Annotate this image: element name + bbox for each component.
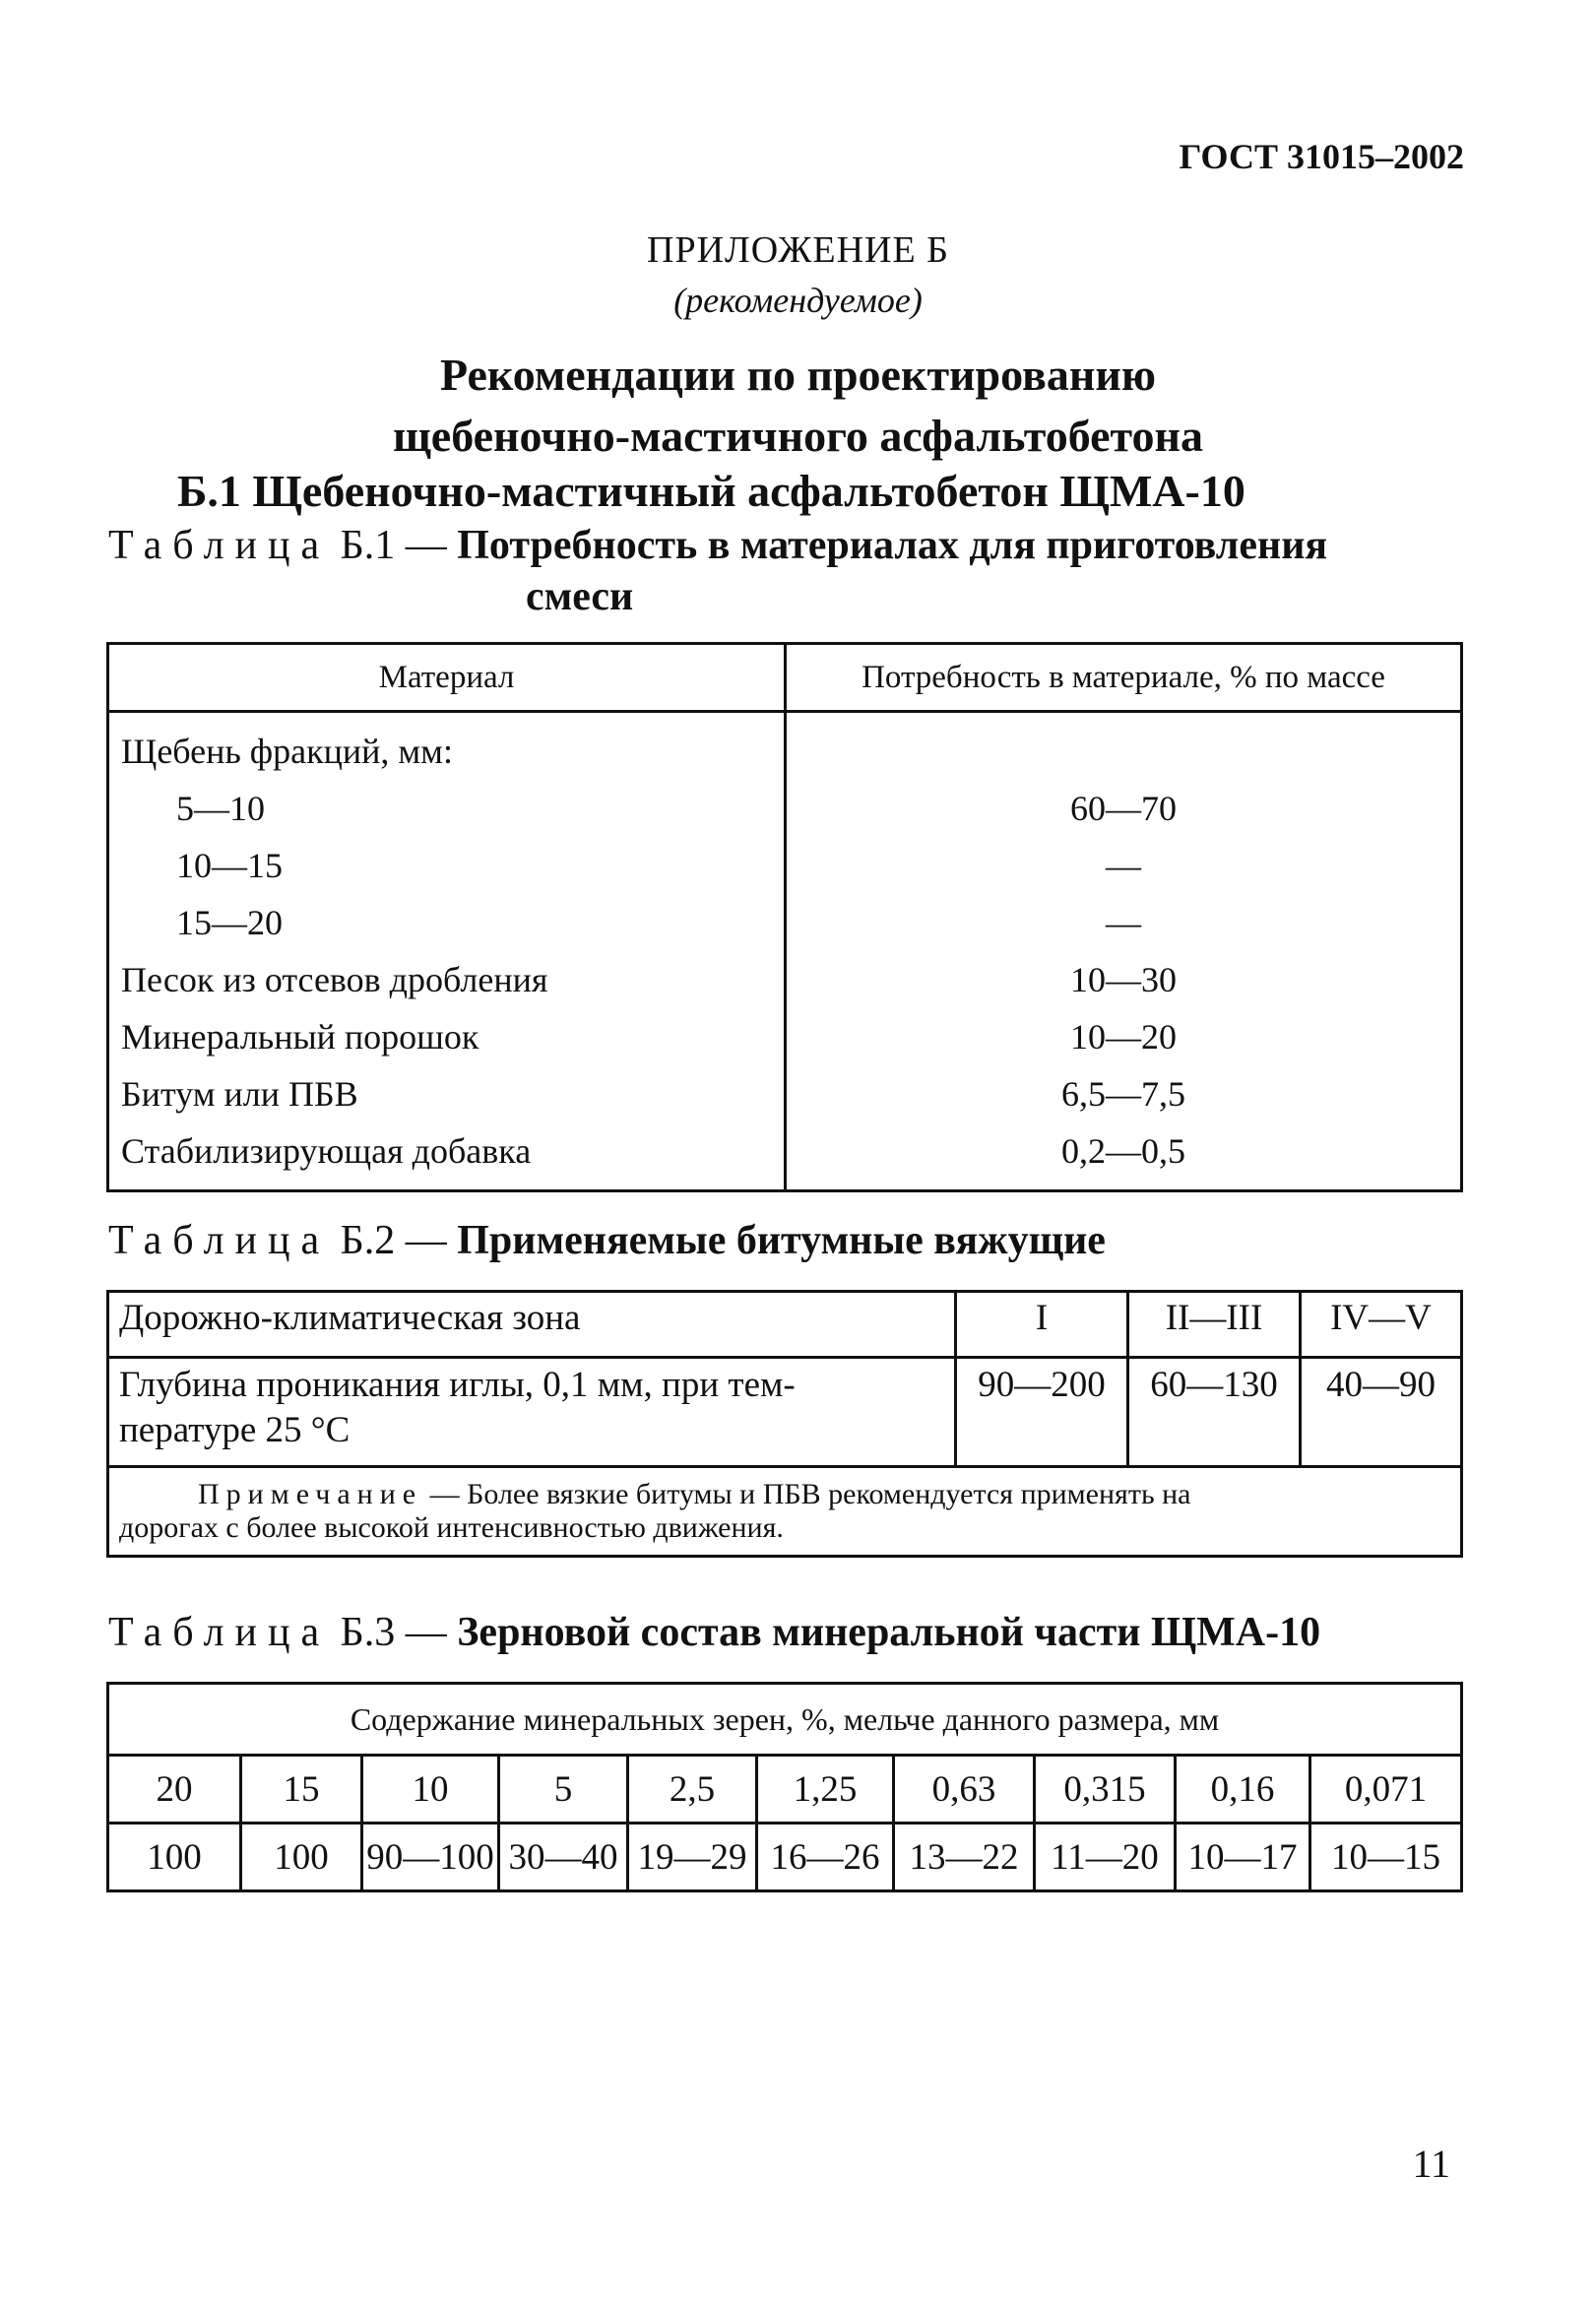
table-b3 xyxy=(106,1682,1463,1892)
table-b1-header-row xyxy=(108,644,1462,712)
table-b3-size: 10 xyxy=(362,1756,499,1824)
table-b3-size: 0,16 xyxy=(1176,1756,1310,1824)
main-title-line-1: Рекомендации по проектированию xyxy=(439,350,1156,400)
table-b1-material: Битум или ПБВ xyxy=(121,1074,358,1114)
table-b3-header: Содержание минеральных зерен, %, мельче данного размера, мм xyxy=(108,1684,1462,1756)
table-b1-caption-number: Б.1 — xyxy=(340,523,447,568)
table-b2-value: 90—200 xyxy=(956,1358,1128,1467)
table-b2-zone: II—III xyxy=(1128,1292,1301,1358)
table-b3-content: 13—22 xyxy=(894,1824,1035,1891)
table-b2-caption xyxy=(108,1217,1106,1264)
table-b1-caption xyxy=(108,522,1327,569)
page-number: 11 xyxy=(1412,2142,1450,2186)
table-b3-size: 0,071 xyxy=(1310,1756,1462,1824)
table-b3-content: 19—29 xyxy=(628,1824,757,1891)
note-text: — Более вязкие битумы и ПБВ рекомендуется применять на xyxy=(422,1478,1191,1510)
table-b1-caption-label: Таблица xyxy=(108,523,331,568)
table-b2-zone: IV—V xyxy=(1301,1292,1462,1358)
table-b3-content: 11—20 xyxy=(1035,1824,1176,1891)
table-b3-sizes-row xyxy=(108,1756,1462,1824)
table-b3-caption-number: Б.3 — xyxy=(340,1610,447,1655)
table-b1-value: — xyxy=(1106,846,1141,885)
table-b2-note-line-1 xyxy=(119,1478,1450,1511)
standard-code: ГОСТ 31015–2002 xyxy=(1179,137,1464,176)
table-b1-material: Минеральный порошок xyxy=(121,1017,479,1056)
appendix-subtitle: (рекомендуемое) xyxy=(673,281,923,320)
table-b3-content: 10—17 xyxy=(1176,1824,1310,1891)
table-b1-value: 10—30 xyxy=(1070,960,1177,999)
table-b2-note-row xyxy=(108,1467,1462,1557)
table-b1-material: 5—10 xyxy=(176,789,265,828)
table-b2-zone-label: Дорожно-климатическая зона xyxy=(108,1292,956,1358)
table-b3-size: 5 xyxy=(499,1756,628,1824)
appendix-title: ПРИЛОЖЕНИЕ Б xyxy=(647,229,949,271)
table-b3-size: 2,5 xyxy=(628,1756,757,1824)
table-b2-penetration-row xyxy=(108,1358,1462,1467)
table-b3-size: 0,63 xyxy=(894,1756,1035,1824)
table-b2-note xyxy=(108,1467,1462,1557)
table-b1-value: 0,2—0,5 xyxy=(1061,1131,1185,1171)
table-b2-value: 60—130 xyxy=(1128,1358,1301,1467)
table-b3-size: 1,25 xyxy=(757,1756,894,1824)
section-title: Б.1 Щебеночно-мастичный асфальтобетон ЩМА-10 xyxy=(177,466,1245,516)
table-b2-zone: I xyxy=(956,1292,1128,1358)
table-b2-penetration-label xyxy=(108,1358,956,1467)
table-b1-value: 10—20 xyxy=(1070,1017,1177,1056)
table-b1-body xyxy=(108,712,1462,1191)
table-b2-caption-title: Применяемые битумные вяжущие xyxy=(457,1218,1106,1263)
table-b2-value: 40—90 xyxy=(1301,1358,1462,1467)
main-title-line-2: щебеночно-мастичного асфальтобетона xyxy=(392,411,1204,461)
table-b3-content: 100 xyxy=(108,1824,241,1891)
table-b3-caption xyxy=(108,1609,1320,1656)
table-b1-value: 60—70 xyxy=(1070,789,1177,828)
main-title xyxy=(0,345,1596,467)
table-b1-material-column xyxy=(108,712,786,1191)
table-b1-caption-continuation xyxy=(526,573,633,620)
note-label: Примечание xyxy=(198,1478,423,1510)
table-b1-material: 15—20 xyxy=(176,903,283,942)
table-b2 xyxy=(106,1290,1463,1558)
table-b3-content: 30—40 xyxy=(499,1824,628,1891)
table-b3-size: 20 xyxy=(108,1756,241,1824)
table-b2-penetration-label-line-1: Глубина проникания иглы, 0,1 мм, при тем- xyxy=(119,1365,796,1405)
table-b3-content: 90—100 xyxy=(362,1824,499,1891)
table-b1-caption-title: Потребность в материалах для приготовления xyxy=(457,523,1328,568)
table-b1-requirement-column xyxy=(786,712,1462,1191)
table-b3-header-row xyxy=(108,1684,1462,1756)
table-b3-caption-title: Зерновой состав минеральной части ЩМА-10 xyxy=(457,1610,1321,1655)
table-b2-note-line-2: дорогах с более высокой интенсивностью движения. xyxy=(119,1511,784,1544)
table-b2-penetration-label-line-2: пературе 25 °С xyxy=(119,1410,351,1450)
table-b2-caption-number: Б.2 — xyxy=(340,1218,447,1263)
table-b1-header-material: Материал xyxy=(108,644,786,712)
table-b1-material: Песок из отсевов дробления xyxy=(121,960,548,999)
table-b3-size: 15 xyxy=(241,1756,362,1824)
table-b1 xyxy=(106,642,1463,1192)
table-b3-size: 0,315 xyxy=(1035,1756,1176,1824)
table-b1-material: Стабилизирующая добавка xyxy=(121,1131,532,1171)
table-b3-content-row xyxy=(108,1824,1462,1891)
table-b1-material: 10—15 xyxy=(176,846,283,885)
table-b1-header-requirement: Потребность в материале, % по массе xyxy=(786,644,1462,712)
table-b3-content: 10—15 xyxy=(1310,1824,1462,1891)
table-b1-caption-title-line-2: смеси xyxy=(526,574,634,619)
table-b3-content: 100 xyxy=(241,1824,362,1891)
table-b1-value xyxy=(787,723,1460,780)
table-b2-zone-row xyxy=(108,1292,1462,1358)
table-b1-value: 6,5—7,5 xyxy=(1061,1074,1185,1114)
table-b3-content: 16—26 xyxy=(757,1824,894,1891)
table-b1-value: — xyxy=(1106,903,1141,942)
table-b3-caption-label: Таблица xyxy=(108,1610,331,1655)
table-b2-caption-label: Таблица xyxy=(108,1218,331,1263)
table-b1-material: Щебень фракций, мм: xyxy=(121,732,453,771)
